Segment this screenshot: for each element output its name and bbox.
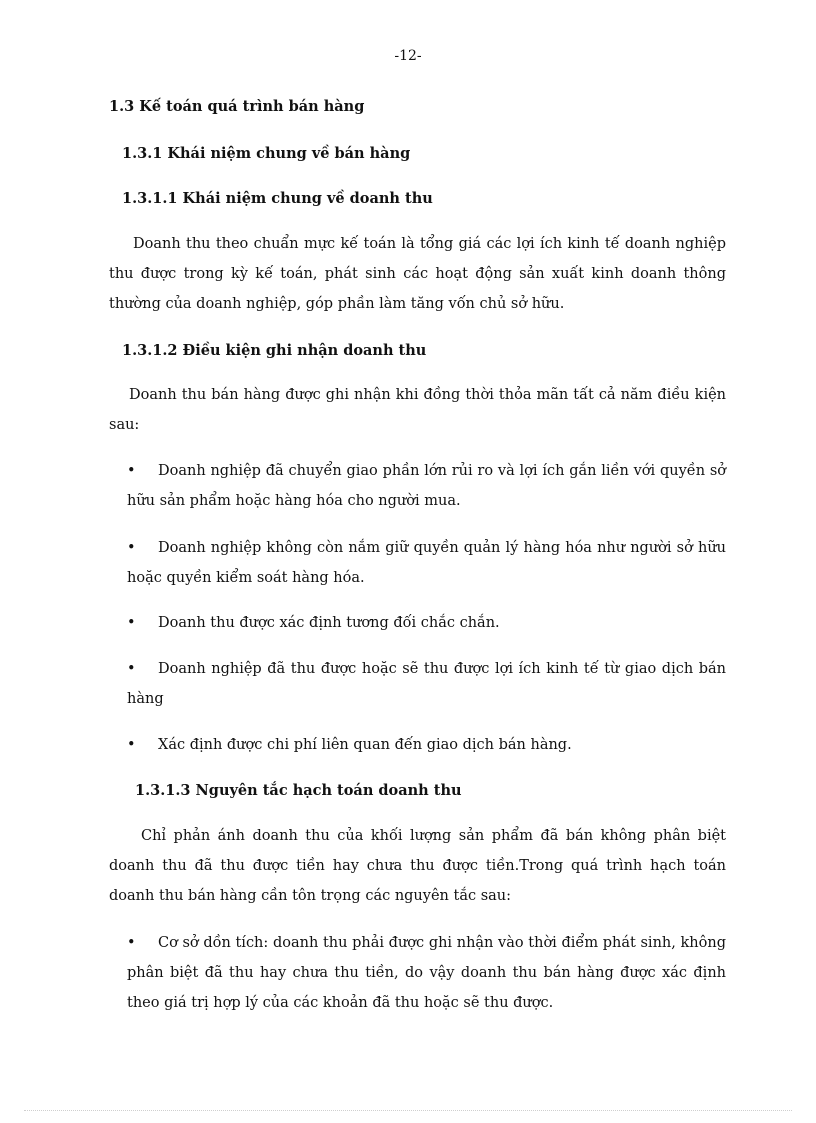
heading-1-3-1-1: 1.3.1.1 Khái niệm chung về doanh thu	[122, 190, 433, 207]
list-item: • Doanh nghiệp đã thu được hoặc sẽ thu được lợi ích kinh tế từ giao dịch bán hàng	[127, 654, 726, 714]
page-bottom-divider	[24, 1110, 792, 1111]
paragraph-accounting-principles: Chỉ phản ánh doanh thu của khối lượng sản phẩm đã bán không phân biệt doanh thu đã thu được tiền hay chưa thu được tiền.Trong quá trình hạch toán doanh thu bán hàng cần tôn trọng các nguyên tắc sau:	[109, 828, 726, 904]
heading-1-3-1-3: 1.3.1.3 Nguyên tắc hạch toán doanh thu	[135, 782, 462, 799]
bullet-icon: •	[127, 935, 136, 951]
bullet-icon: •	[127, 463, 136, 479]
list-item: • Xác định được chi phí liên quan đến giao dịch bán hàng.	[127, 730, 726, 760]
list-item: • Doanh nghiệp đã chuyển giao phần lớn rủi ro và lợi ích gắn liền với quyền sở hữu sản phẩm hoặc hàng hóa cho người mua.	[127, 456, 726, 516]
list-item: • Doanh thu được xác định tương đối chắc chắn.	[127, 608, 726, 638]
heading-1-3-1: 1.3.1 Khái niệm chung về bán hàng	[122, 145, 411, 162]
paragraph-revenue-definition: Doanh thu theo chuẩn mực kế toán là tổng giá các lợi ích kinh tế doanh nghiệp thu được trong kỳ kế toán, phát sinh các hoạt động sản xuất kinh doanh thông thường của doanh nghiệp, góp phần làm tăng vốn chủ sở hữu.	[109, 236, 726, 312]
list-item: • Doanh nghiệp không còn nắm giữ quyền quản lý hàng hóa như người sở hữu hoặc quyền kiểm soát hàng hóa.	[127, 533, 726, 593]
list-item: • Cơ sở dồn tích: doanh thu phải được ghi nhận vào thời điểm phát sinh, không phân biệt đã thu hay chưa thu tiền, do vậy doanh thu bán hàng được xác định theo giá trị hợp lý của các khoản đã thu hoặc sẽ thu được.	[127, 928, 726, 1018]
paragraph-recognition-conditions: Doanh thu bán hàng được ghi nhận khi đồng thời thỏa mãn tất cả năm điều kiện sau:	[109, 387, 726, 433]
page-number: -12-	[394, 48, 422, 64]
heading-1-3-1-2: 1.3.1.2 Điều kiện ghi nhận doanh thu	[122, 342, 427, 359]
bullet-icon: •	[127, 615, 136, 631]
bullet-icon: •	[127, 737, 136, 753]
heading-1-3: 1.3 Kế toán quá trình bán hàng	[109, 98, 365, 115]
bullet-icon: •	[127, 540, 136, 556]
bullet-icon: •	[127, 661, 136, 677]
